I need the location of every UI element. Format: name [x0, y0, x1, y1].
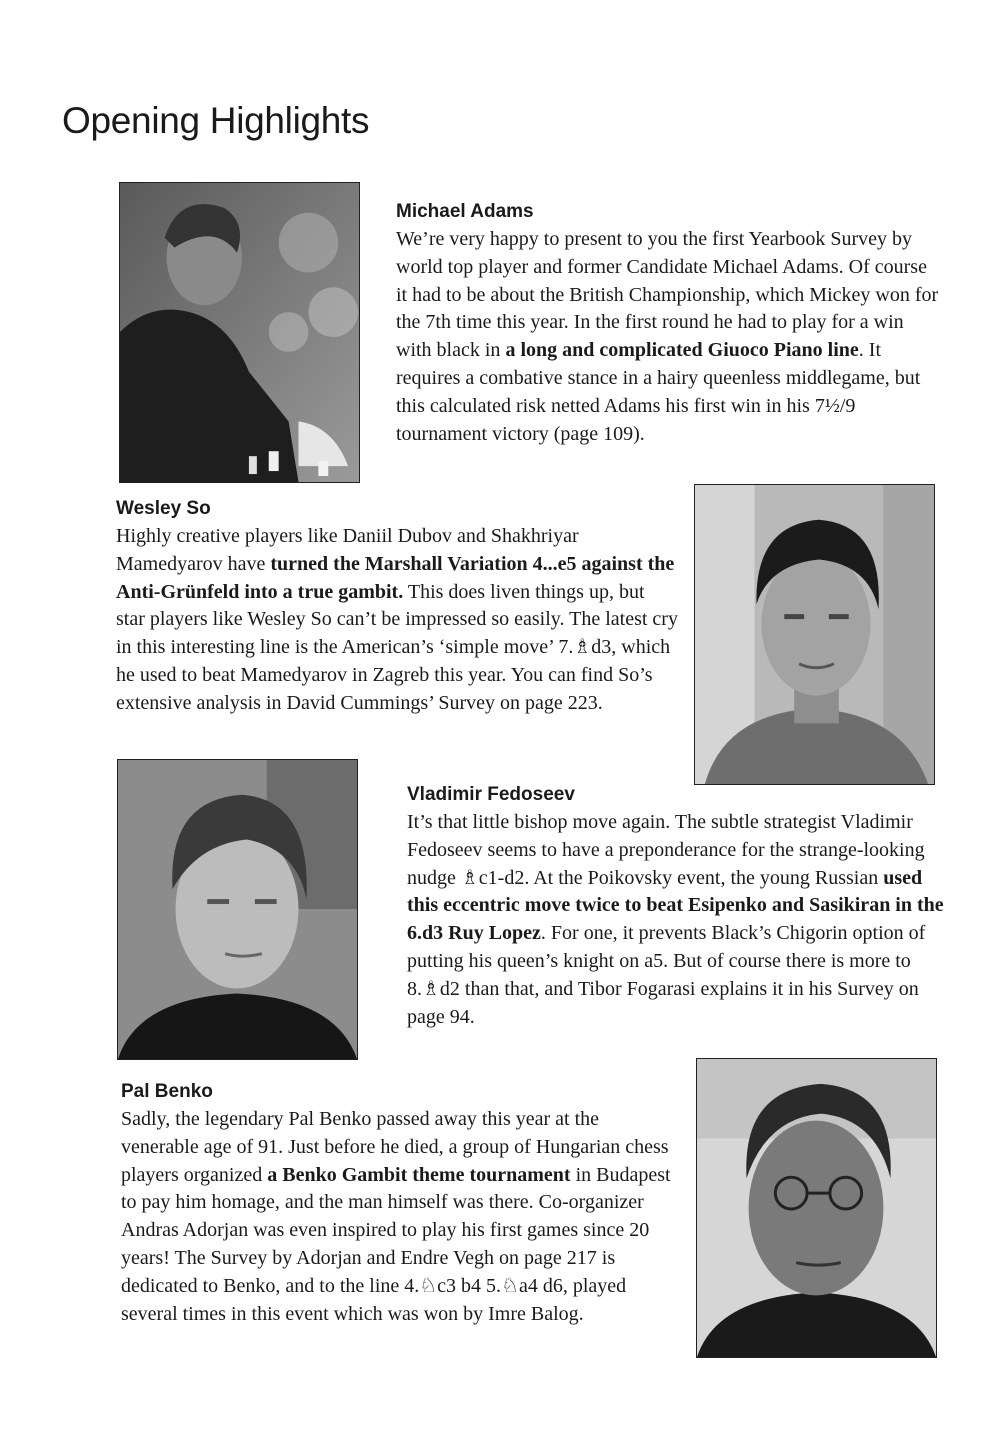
article-body [121, 1106, 677, 1328]
article-heading: Vladimir Fedoseev [407, 784, 575, 805]
bold-text: a long and complicated Giuoco Piano line [505, 339, 859, 362]
article-heading: Michael Adams [396, 201, 534, 222]
text-run: It’s that little bishop move again. The subtle strategist Vladimir Fedoseev seems to have a preponderance for the strange-looking nudge ♗c1-d2. At the Poikovsky event, the young Russian [407, 811, 925, 889]
article-michael-adams [396, 200, 941, 448]
text-run: . It requires a combative stance in a hairy queenless middlegame, but this calculated risk netted Adams his first win in his 7½/9 tournament victory (page 109). [396, 339, 921, 445]
michael-adams-photo [119, 182, 360, 483]
text-run: . For one, it prevents Black’s Chigorin option of putting his queen’s knight on a5. But of course there is more to 8.♗d2 than that, and Tibor Fogarasi explains it in his Survey on page 94. [407, 922, 926, 1028]
article-body [407, 809, 947, 1031]
article-vladimir-fedoseev [407, 783, 947, 1031]
article-body [116, 523, 678, 718]
text-run: in Budapest to pay him homage, and the man himself was there. Co-organizer Andras Adorjan was even inspired to play his first games since 20 years! The Survey by Adorjan and Endre Vegh on page 217 is dedicated to Benko, and to the line 4.♘c3 b4 5.♘a4 d6, played several times in this event which was won by Imre Balog. [121, 1163, 671, 1325]
article-body [396, 226, 941, 448]
article-pal-benko [121, 1080, 677, 1328]
page-title: Opening Highlights [62, 100, 370, 141]
wesley-so-photo [694, 484, 935, 785]
article-heading: Pal Benko [121, 1081, 213, 1102]
vladimir-fedoseev-photo [117, 759, 358, 1060]
text-run: We’re very happy to present to you the first Yearbook Survey by world top player and former Candidate Michael Adams. Of course it had to be about the British Championship, which Mickey won for the 7th time this year. In the first round he had to play for a win with black in [396, 228, 939, 362]
pal-benko-photo [696, 1058, 937, 1358]
text-run: Highly creative players like Daniil Dubov and Shakhriyar Mamedyarov have [116, 525, 579, 575]
text-run: Sadly, the legendary Pal Benko passed away this year at the venerable age of 91. Just before he died, a group of Hungarian chess players organized [121, 1108, 669, 1186]
article-wesley-so [116, 497, 678, 718]
article-heading: Wesley So [116, 498, 211, 519]
bold-text: used this eccentric move twice to beat Esipenko and Sasikiran in the 6.d3 Ruy Lopez [407, 866, 944, 945]
bold-text: a Benko Gambit theme tournament [267, 1163, 571, 1186]
bold-text: turned the Marshall Variation 4...e5 against the Anti-Grünfeld into a true gambit. [116, 552, 675, 603]
text-run: This does liven things up, but star players like Wesley So can’t be impressed so easily. The latest cry in this interesting line is the American’s ‘simple move’ 7.♗d3, which he used to beat Mamedyarov in Zagreb this year. You can find So’s extensive analysis in David Cummings’ Survey on page 223. [116, 580, 678, 714]
